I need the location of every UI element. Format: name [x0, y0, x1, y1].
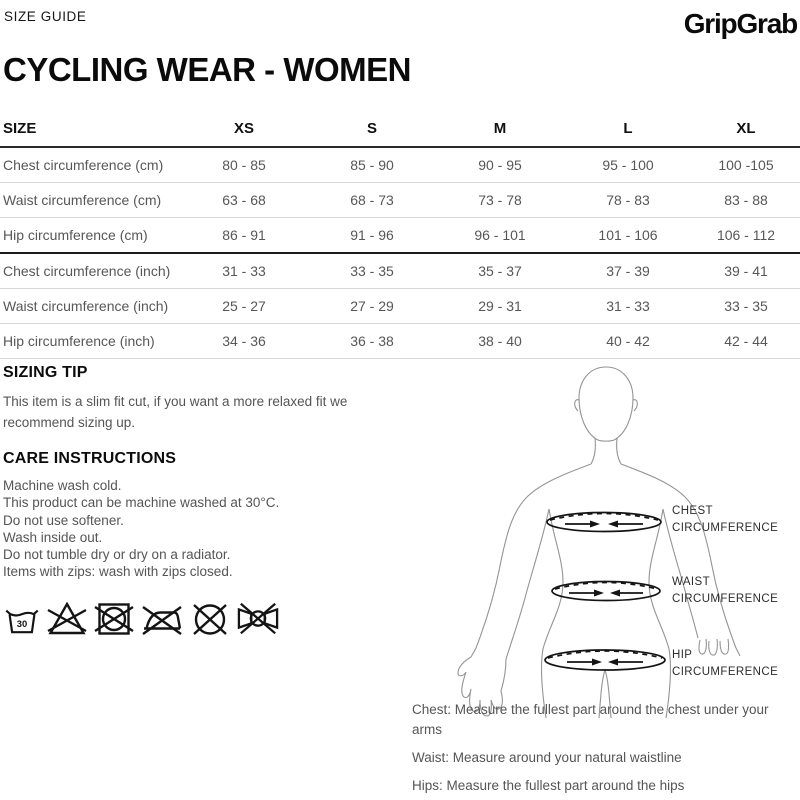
size-value: 33 - 35: [308, 253, 436, 289]
care-line: Machine wash cold.: [3, 478, 122, 493]
care-line: Do not tumble dry or dry on a radiator.: [3, 547, 231, 563]
size-value: 39 - 41: [692, 253, 800, 289]
column-header: XS: [180, 118, 308, 147]
care-line: Wash inside out.: [3, 529, 103, 545]
table-row: [0, 147, 800, 183]
care-instructions-heading: CARE INSTRUCTIONS: [3, 450, 177, 467]
size-value: 63 - 68: [180, 183, 308, 218]
label-line: CHEST: [672, 505, 713, 517]
sizing-tip-heading: SIZING TIP: [3, 364, 88, 381]
table-row: [0, 289, 800, 324]
column-header: XL: [692, 118, 800, 147]
size-value: 37 - 39: [564, 253, 692, 289]
row-label: Waist circumference (cm): [0, 183, 180, 218]
column-header: M: [436, 118, 564, 147]
hip-circumference-label: [672, 647, 778, 681]
wash-temp-label: 30: [16, 619, 28, 631]
do-not-wring-icon: [237, 600, 279, 638]
table-row: [0, 218, 800, 254]
page-title: CYCLING WEAR - WOMEN: [3, 51, 411, 88]
label-line: CIRCUMFERENCE: [672, 593, 779, 605]
size-value: 34 - 36: [180, 324, 308, 359]
hips-note: Hips: Measure the fullest part around the hips: [412, 778, 685, 793]
row-label: Chest circumference (inch): [0, 253, 180, 289]
label-line: WAIST: [672, 576, 710, 588]
do-not-iron-icon: [141, 598, 183, 638]
row-label: Waist circumference (inch): [0, 289, 180, 324]
size-value: 68 - 73: [308, 183, 436, 218]
size-value: 90 - 95: [436, 147, 564, 183]
waist-circumference-label: [672, 574, 778, 608]
chest-circumference-label: [672, 503, 778, 537]
size-value: 29 - 31: [436, 289, 564, 324]
do-not-dry-clean-icon: [190, 598, 230, 638]
size-value: 96 - 101: [436, 218, 564, 254]
care-symbols-row: [4, 598, 279, 638]
size-value: 31 - 33: [180, 253, 308, 289]
care-instructions-section: [3, 450, 403, 581]
size-value: 27 - 29: [308, 289, 436, 324]
size-value: 25 - 27: [180, 289, 308, 324]
row-label: Hip circumference (inch): [0, 324, 180, 359]
size-value: 83 - 88: [692, 183, 800, 218]
size-value: 78 - 83: [564, 183, 692, 218]
size-value: 80 - 85: [180, 147, 308, 183]
label-line: HIP: [672, 649, 693, 661]
size-value: 36 - 38: [308, 324, 436, 359]
size-value: 91 - 96: [308, 218, 436, 254]
do-not-tumble-dry-icon: [94, 598, 134, 638]
chest-measure-line: [547, 513, 661, 532]
label-line: CIRCUMFERENCE: [672, 666, 779, 678]
row-label: Hip circumference (cm): [0, 218, 180, 254]
size-value: 100 -105: [692, 147, 800, 183]
size-value: 73 - 78: [436, 183, 564, 218]
size-table: [0, 118, 800, 359]
column-header: S: [308, 118, 436, 147]
measurement-notes: [412, 700, 794, 800]
column-header: L: [564, 118, 692, 147]
do-not-bleach-icon: [47, 598, 87, 638]
table-header-row: [0, 118, 800, 147]
table-row: [0, 324, 800, 359]
size-value: 95 - 100: [564, 147, 692, 183]
care-line: Do not use softener.: [3, 512, 124, 528]
waist-note: Waist: Measure around your natural waistline: [412, 750, 682, 765]
size-value: 101 - 106: [564, 218, 692, 254]
chest-note: Chest: Measure the fullest part around the chest under your arms: [412, 702, 769, 737]
size-value: 35 - 37: [436, 253, 564, 289]
size-value: 33 - 35: [692, 289, 800, 324]
care-line: Items with zips: wash with zips closed.: [3, 564, 233, 580]
column-header: SIZE: [0, 118, 180, 147]
care-line: This product can be machine washed at 30°C.: [3, 495, 280, 511]
table-row: [0, 183, 800, 218]
size-value: 42 - 44: [692, 324, 800, 359]
sizing-tip-text: This item is a slim fit cut, if you want a more relaxed fit we recommend sizing up.: [3, 394, 348, 430]
gripgrab-logo: GripGrab: [683, 8, 797, 39]
row-label: Chest circumference (cm): [0, 147, 180, 183]
machine-wash-30-icon: [4, 602, 40, 638]
size-value: 106 - 112: [692, 218, 800, 254]
size-value: 31 - 33: [564, 289, 692, 324]
page-eyebrow: SIZE GUIDE: [4, 9, 87, 24]
size-value: 86 - 91: [180, 218, 308, 254]
label-line: CIRCUMFERENCE: [672, 522, 779, 534]
waist-measure-line: [552, 582, 660, 601]
size-value: 40 - 42: [564, 324, 692, 359]
sizing-tip-section: [3, 364, 403, 433]
care-instructions-list: [3, 477, 403, 581]
size-value: 38 - 40: [436, 324, 564, 359]
table-row: [0, 253, 800, 289]
hip-measure-line: [545, 650, 665, 670]
size-value: 85 - 90: [308, 147, 436, 183]
